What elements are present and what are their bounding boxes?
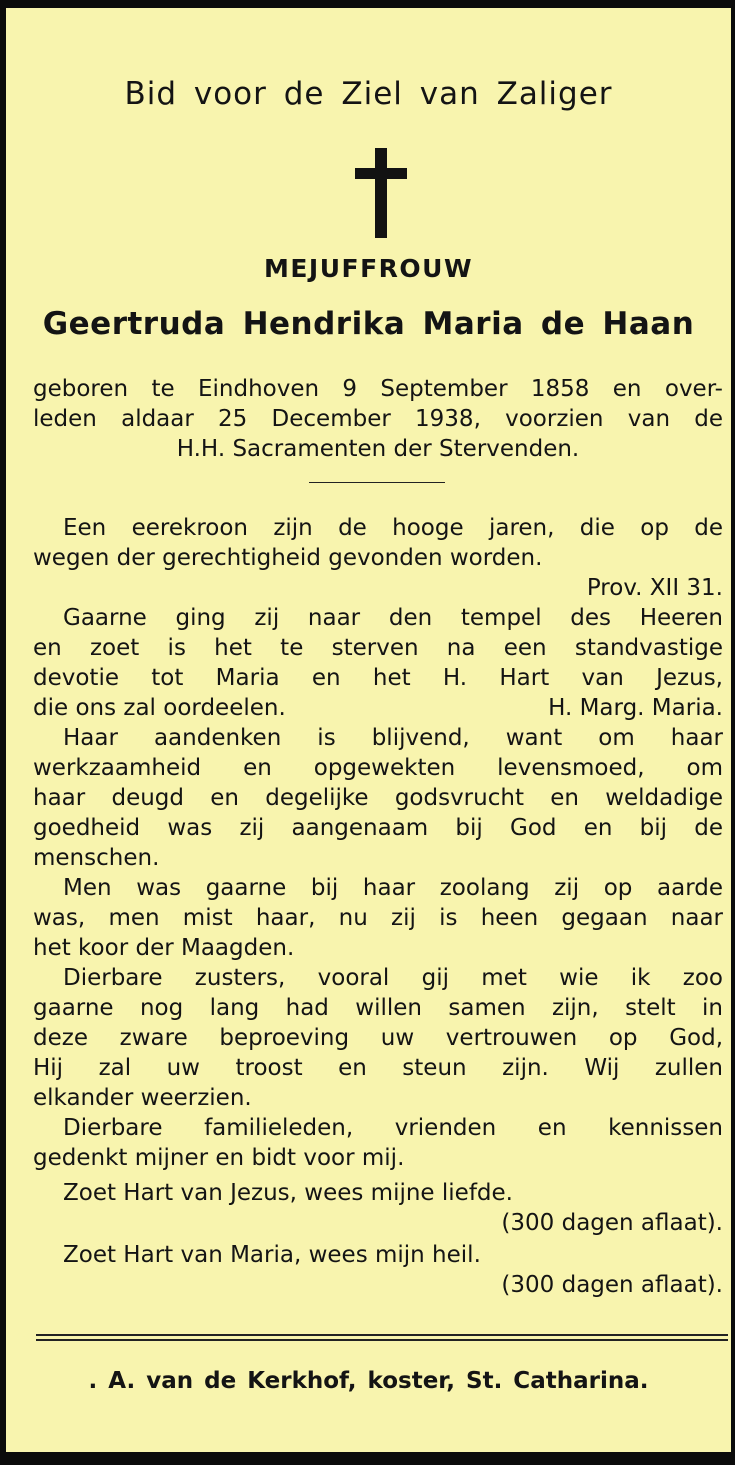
quote-reference: H. Marg. Maria. <box>548 695 723 721</box>
indulgence-note: (300 dagen aflaat). <box>501 1272 723 1298</box>
header-prayer: Bid voor de Ziel van Zaliger <box>124 76 613 112</box>
body-line: was, men mist haar, nu zij is heen gegaan naar <box>33 905 723 931</box>
prayer-line: Zoet Hart van Jezus, wees mijne liefde. <box>63 1180 513 1206</box>
body-line: werkzaamheid en opgewekten levensmoed, om <box>33 755 723 781</box>
prayer-line: Zoet Hart van Maria, wees mijn heil. <box>63 1242 481 1268</box>
body-line: en zoet is het te sterven na een standvastige <box>33 635 723 661</box>
cross-icon <box>351 148 411 238</box>
divider-long <box>36 1334 728 1336</box>
verse-reference: Prov. XII 31. <box>586 575 723 601</box>
body-line: Een eerekroon zijn de hooge jaren, die op de <box>63 515 723 541</box>
body-line: het koor der Maagden. <box>33 935 295 961</box>
birth-line: H.H. Sacramenten der Stervenden. <box>176 436 580 462</box>
body-line: menschen. <box>33 845 160 871</box>
divider-short <box>309 482 445 483</box>
body-line: gedenkt mijner en bidt voor mij. <box>33 1145 405 1171</box>
body-line: Men was gaarne bij haar zoolang zij op aarde <box>63 875 723 901</box>
body-line: haar deugd en degelijke godsvrucht en weldadige <box>33 785 723 811</box>
birth-line: geboren te Eindhoven 9 September 1858 en over- <box>33 376 723 402</box>
body-line: gaarne nog lang had willen samen zijn, stelt in <box>33 995 723 1021</box>
body-line: devotie tot Maria en het H. Hart van Jezus, <box>33 665 723 691</box>
body-line: deze zware beproeving uw vertrouwen op God, <box>33 1025 723 1051</box>
body-line: die ons zal oordeelen. <box>33 695 286 721</box>
title-mejuffrouw: MEJUFFROUW <box>263 254 474 283</box>
body-line: Gaarne ging zij naar den tempel des Heeren <box>63 605 723 631</box>
body-line: Hij zal uw troost en steun zijn. Wij zullen <box>33 1055 723 1081</box>
memorial-card <box>6 8 731 1452</box>
birth-line: leden aldaar 25 December 1938, voorzien van de <box>33 406 723 432</box>
body-line: elkander weerzien. <box>33 1085 252 1111</box>
footer-printer: . A. van de Kerkhof, koster, St. Catharina. <box>88 1368 649 1394</box>
body-line: Dierbare familieleden, vrienden en kennissen <box>63 1115 723 1141</box>
body-line: goedheid was zij aangenaam bij God en bij de <box>33 815 723 841</box>
divider-long <box>36 1339 728 1341</box>
body-line: wegen der gerechtigheid gevonden worden. <box>33 545 543 571</box>
body-line: Haar aandenken is blijvend, want om haar <box>63 725 723 751</box>
deceased-name: Geertruda Hendrika Maria de Haan <box>42 306 695 342</box>
body-line: Dierbare zusters, vooral gij met wie ik zoo <box>63 965 723 991</box>
indulgence-note: (300 dagen aflaat). <box>501 1210 723 1236</box>
